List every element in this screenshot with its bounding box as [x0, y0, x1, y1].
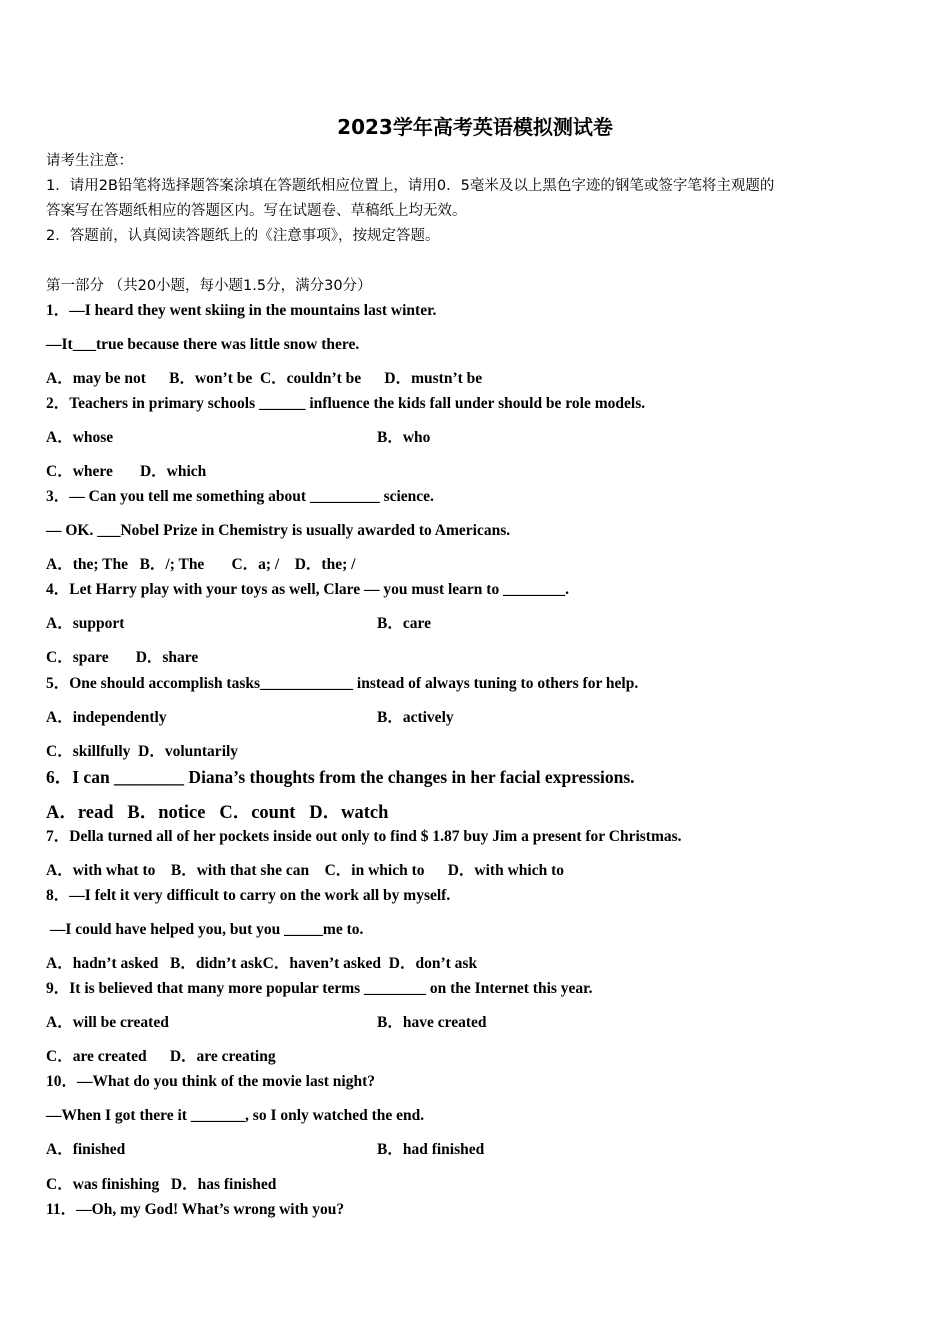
q8-line2: —I could have helped you, but you _____me to. — [46, 921, 364, 938]
q8-options: A．hadn’t asked B．didn’t askC．haven’t asked D．don’t ask — [46, 955, 478, 972]
q4-options-cd: C．spare D．share — [46, 649, 199, 666]
q4-stem: 4．Let Harry play with your toys as well, Clare — you must learn to ________. — [46, 581, 569, 598]
q5-options-cd: C．skillfully D．voluntarily — [46, 743, 239, 760]
page-title: 2023学年高考英语模拟测试卷 — [337, 115, 613, 139]
q8-stem: 8．—I felt it very difficult to carry on the work all by myself. — [46, 887, 451, 904]
q2-stem: 2．Teachers in primary schools ______ influence the kids fall under should be role models. — [46, 395, 646, 412]
q10-stem: 10．—What do you think of the movie last night? — [46, 1073, 375, 1090]
q10-line2: —When I got there it _______, so I only watched the end. — [46, 1107, 425, 1124]
notice-heading: 请考生注意： — [46, 153, 133, 169]
q5-option-b: B．actively — [377, 709, 454, 726]
q5-stem: 5．One should accomplish tasks____________ instead of always tuning to others for help. — [46, 675, 639, 692]
q2-option-b: B．who — [377, 429, 431, 446]
q4-option-a: A．support — [46, 615, 125, 632]
notice-line-2: 2．答题前，认真阅读答题纸上的《注意事项》，按规定答题。 — [46, 228, 440, 244]
q6-options: A．read B．notice C．count D．watch — [46, 803, 389, 823]
q1-stem: 1．—I heard they went skiing in the mountains last winter. — [46, 302, 437, 319]
q10-option-a: A．finished — [46, 1141, 126, 1158]
q10-option-b: B．had finished — [377, 1141, 485, 1158]
q1-line2: —It___true because there was little snow there. — [46, 336, 360, 353]
q2-option-a: A．whose — [46, 429, 114, 446]
q7-stem: 7．Della turned all of her pockets inside out only to find $ 1.87 buy Jim a present for Christmas. — [46, 828, 682, 845]
q9-option-a: A．will be created — [46, 1014, 169, 1031]
q1-options: A．may be not B．won’t be C．couldn’t be D．mustn’t be — [46, 370, 483, 387]
q6-stem: 6．I can ________ Diana’s thoughts from the changes in her facial expressions. — [46, 767, 635, 787]
q11-stem: 11．—Oh, my God! What’s wrong with you? — [46, 1201, 345, 1218]
notice-line-1a: 1．请用2B铅笔将选择题答案涂填在答题纸相应位置上，请用0．5毫米及以上黑色字迹的钢笔或签字笔将主观题的 — [46, 178, 775, 194]
q9-options-cd: C．are created D．are creating — [46, 1048, 276, 1065]
notice-line-1b: 答案写在答题纸相应的答题区内。写在试题卷、草稿纸上均无效。 — [46, 203, 467, 219]
q10-options-cd: C．was finishing D．has finished — [46, 1176, 277, 1193]
q5-option-a: A．independently — [46, 709, 167, 726]
q2-options-cd: C．where D．which — [46, 463, 207, 480]
q3-line2: — OK. ___Nobel Prize in Chemistry is usually awarded to Americans. — [46, 522, 511, 539]
q7-options: A．with what to B．with that she can C．in which to D．with which to — [46, 862, 564, 879]
q9-stem: 9．It is believed that many more popular terms ________ on the Internet this year. — [46, 980, 593, 997]
q9-option-b: B．have created — [377, 1014, 487, 1031]
section-heading: 第一部分 （共20小题，每小题1.5分，满分30分） — [46, 278, 372, 294]
q3-options: A．the; The B．/; The C．a; / D．the; / — [46, 556, 356, 573]
q4-option-b: B．care — [377, 615, 431, 632]
q3-stem: 3．— Can you tell me something about _________ science. — [46, 488, 434, 505]
